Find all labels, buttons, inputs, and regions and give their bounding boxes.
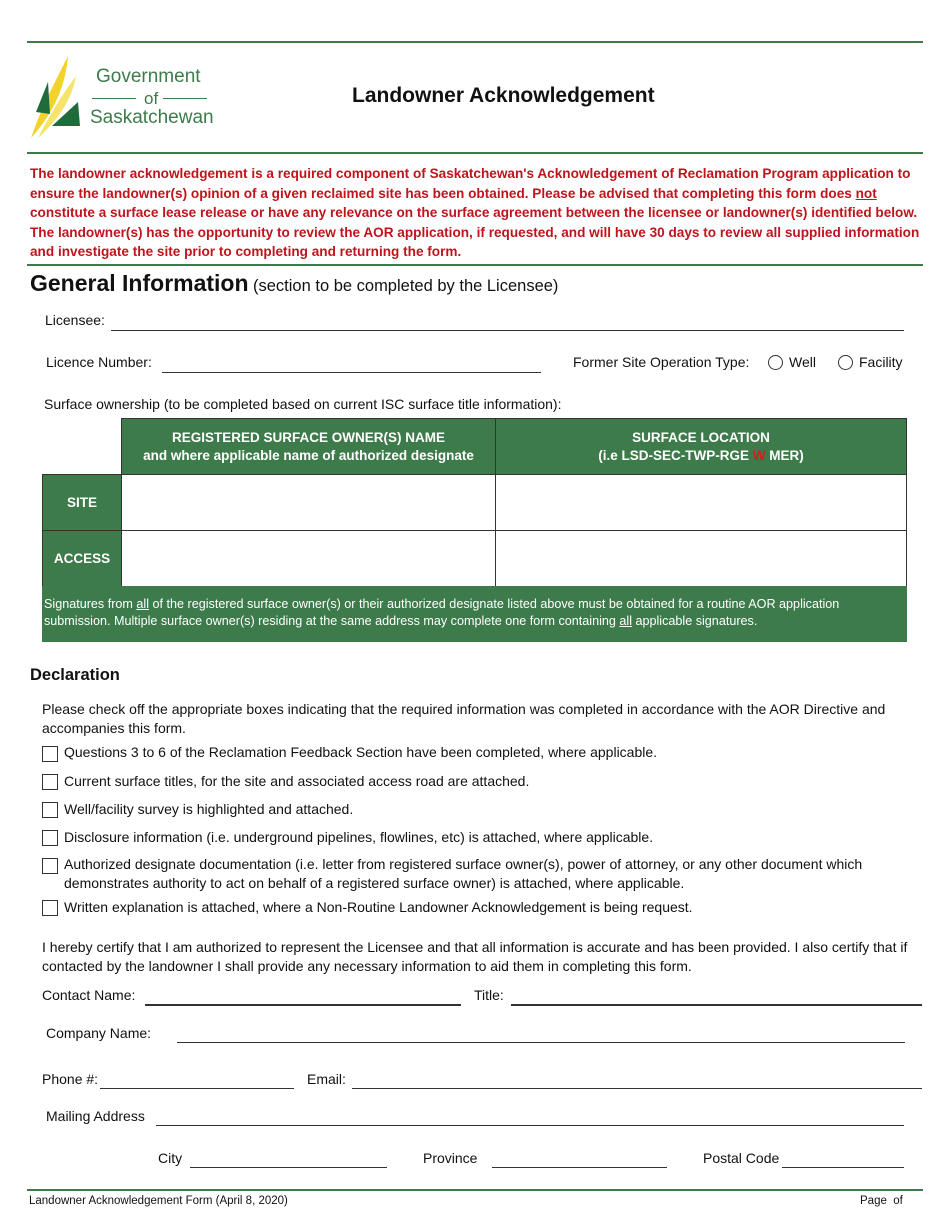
checkbox-written-explanation[interactable]	[42, 900, 58, 916]
email-field[interactable]	[352, 1088, 922, 1089]
table-row	[43, 531, 907, 587]
table-corner	[43, 419, 122, 475]
notice-rule	[27, 264, 923, 266]
email-label: Email:	[307, 1071, 346, 1087]
signature-note: Signatures from all of the registered surface owner(s) or their authorized designate listed above must be obtained for a routine AOR application submission. Multiple surface owner(s) residing at the same address may complete one form containing all applicable signatures.	[42, 586, 907, 642]
postal-code-label: Postal Code	[703, 1150, 780, 1166]
licence-number-label: Licence Number:	[46, 354, 152, 370]
checkbox-disclosure[interactable]	[42, 830, 58, 846]
phone-label: Phone #:	[42, 1071, 99, 1087]
radio-well[interactable]: Well	[768, 354, 816, 370]
checkbox-survey[interactable]	[42, 802, 58, 818]
mailing-address-field[interactable]	[156, 1125, 904, 1126]
logo-line-of: of	[144, 89, 159, 108]
checkbox-designate-docs[interactable]	[42, 858, 58, 874]
table-row	[43, 475, 907, 531]
logo-divider-left	[92, 98, 136, 99]
page-title: Landowner Acknowledgement	[352, 84, 655, 107]
declaration-intro: Please check off the appropriate boxes indicating that the required information was completed in accordance with the AOR Directive and accompanies this form.	[42, 701, 886, 736]
ownership-intro: Surface ownership (to be completed based on current ISC surface title information):	[44, 396, 562, 412]
surface-location-header: SURFACE LOCATION (i.e LSD-SEC-TWP-RGE W MER)	[496, 419, 907, 475]
phone-field[interactable]	[100, 1088, 294, 1089]
footer-form-name: Landowner Acknowledgement Form (April 8, 2020)	[29, 1195, 288, 1207]
city-label: City	[158, 1150, 183, 1166]
access-location-cell[interactable]	[496, 531, 907, 587]
row-label-site: SITE	[43, 475, 122, 531]
postal-code-field[interactable]	[782, 1167, 904, 1168]
ownership-table	[42, 418, 907, 587]
row-label-access: ACCESS	[43, 531, 122, 587]
province-field[interactable]	[492, 1167, 667, 1168]
company-name-field[interactable]	[177, 1042, 905, 1043]
radio-facility[interactable]: Facility	[838, 354, 903, 370]
province-label: Province	[423, 1150, 478, 1166]
notice-text: The landowner acknowledgement is a required component of Saskatchewan's Acknowledgement of Reclamation Program application to ensure the landowner(s) opinion of a given reclaimed site has been obtained. Please be advised that completing this form does not constitute a surface lease release or have any relevance on the surface agreement between the licensee or landowner(s) identified below. The landowner(s) has the opportunity to review the AOR application, if requested, and will have 30 days to review all supplied information and investigate the site prior to completing and returning the form.	[30, 166, 920, 260]
declaration-item-6: Written explanation is attached, where a Non-Routine Landowner Acknowledgement is being request.	[64, 899, 693, 915]
contact-name-label: Contact Name:	[42, 987, 136, 1003]
licensee-label: Licensee:	[45, 312, 105, 328]
section-declaration-heading: Declaration	[30, 666, 120, 684]
section-general-heading: General Information (section to be completed by the Licensee)	[30, 270, 559, 296]
licensee-field[interactable]	[111, 330, 904, 331]
licence-number-field[interactable]	[162, 372, 541, 373]
logo-line-saskatchewan: Saskatchewan	[90, 107, 214, 128]
mailing-address-label: Mailing Address	[46, 1108, 145, 1124]
certification-text: I hereby certify that I am authorized to represent the Licensee and that all information is accurate and has been provided. I also certify that if contacted by the landowner I shall provide any necessary information to aid them in completing this form.	[42, 939, 908, 974]
contact-name-field[interactable]	[145, 1004, 461, 1006]
declaration-item-1: Questions 3 to 6 of the Reclamation Feedback Section have been completed, where applicable.	[64, 744, 658, 760]
site-owner-cell[interactable]	[122, 475, 496, 531]
wheat-emblem-icon	[28, 54, 82, 140]
owner-name-header: REGISTERED SURFACE OWNER(S) NAME and where applicable name of authorized designate	[122, 419, 496, 475]
notice-emphasis: not	[855, 185, 877, 201]
top-rule	[27, 41, 923, 43]
declaration-item-2: Current surface titles, for the site and associated access road are attached.	[64, 773, 530, 789]
radio-circle-icon[interactable]	[838, 355, 853, 370]
footer-page-number: Page of	[860, 1195, 903, 1207]
title-field[interactable]	[511, 1004, 922, 1006]
access-owner-cell[interactable]	[122, 531, 496, 587]
declaration-item-3: Well/facility survey is highlighted and attached.	[64, 801, 354, 817]
declaration-item-4: Disclosure information (i.e. underground pipelines, flowlines, etc) is attached, where applicable.	[64, 829, 654, 845]
title-label: Title:	[474, 987, 504, 1003]
site-location-cell[interactable]	[496, 475, 907, 531]
checkbox-surface-titles[interactable]	[42, 774, 58, 790]
logo-divider-right	[163, 98, 207, 99]
radio-circle-icon[interactable]	[768, 355, 783, 370]
declaration-item-5: Authorized designate documentation (i.e. letter from registered surface owner(s), power of attorney, or any other document which demonstrates authority to act on behalf of a registered surface owner) is attached, where applicable.	[64, 856, 863, 891]
city-field[interactable]	[190, 1167, 387, 1168]
logo-line-government: Government	[96, 66, 201, 87]
company-name-label: Company Name:	[46, 1025, 152, 1041]
operation-type-label: Former Site Operation Type:	[573, 354, 750, 370]
footer-rule	[27, 1189, 923, 1191]
checkbox-feedback-questions[interactable]	[42, 746, 58, 762]
header-rule	[27, 152, 923, 154]
table-header-row	[43, 419, 907, 475]
government-logo	[28, 54, 218, 140]
